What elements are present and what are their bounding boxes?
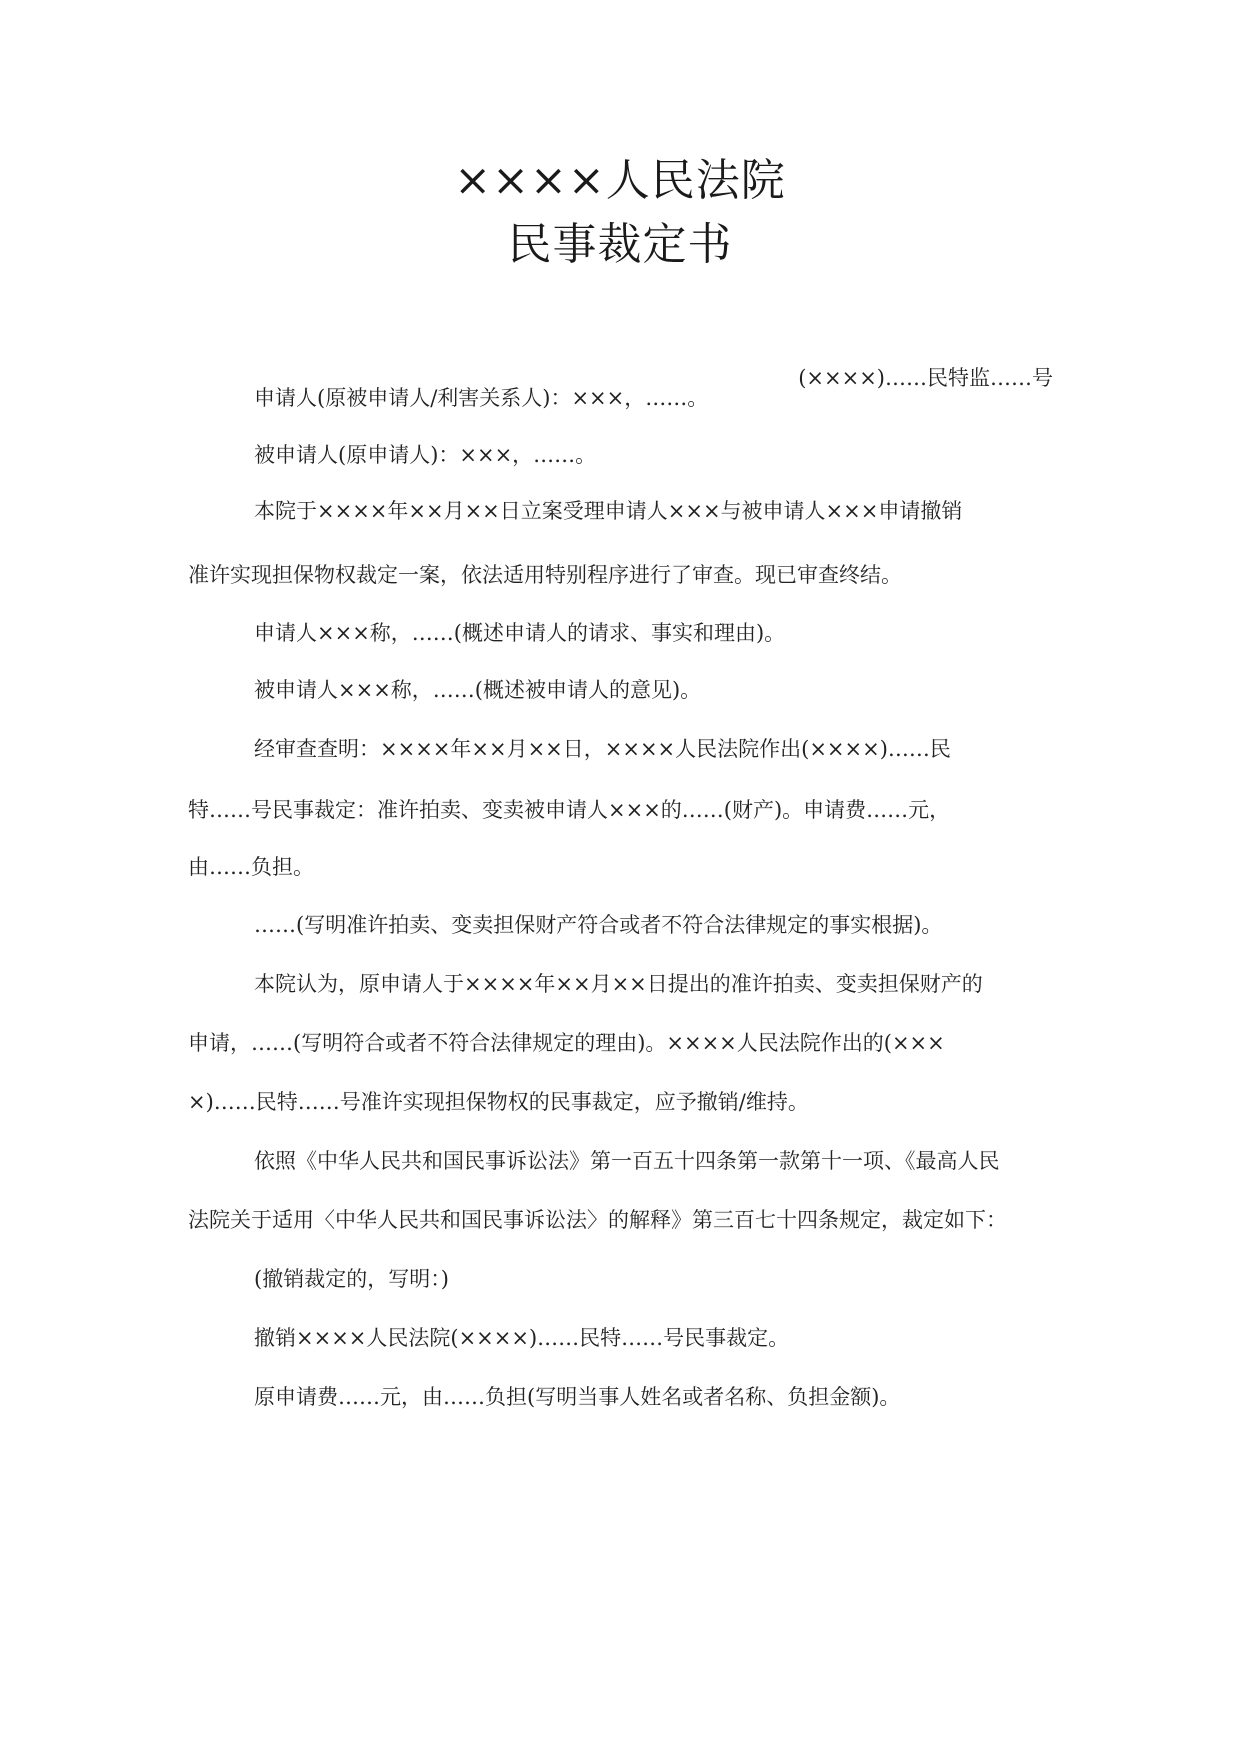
applicant-claim-line: 申请人×××称，……(概述申请人的请求、事实和理由)。 — [254, 621, 786, 645]
revocation-note-line: (撤销裁定的，写明：) — [254, 1267, 449, 1291]
respondent-opinion-line: 被申请人×××称，……(概述被申请人的意见)。 — [254, 678, 702, 702]
case-number: (××××)……民特监……号 — [798, 366, 1053, 390]
fee-allocation-line: 原申请费……元，由……负担(写明当事人姓名或者名称、负担金额)。 — [254, 1385, 901, 1409]
findings-line-1: 经审查查明：××××年××月××日，××××人民法院作出(××××)……民 — [254, 737, 951, 761]
respondent-line: 被申请人(原申请人)：×××，……。 — [254, 443, 597, 467]
court-opinion-line-3: ×)……民特……号准许实现担保物权的民事裁定，应予撤销/维持。 — [188, 1090, 809, 1114]
findings-line-2: 特……号民事裁定：准许拍卖、变卖被申请人×××的……(财产)。申请费……元， — [188, 798, 951, 822]
legal-basis-line-1: 依照《中华人民共和国民事诉讼法》第一百五十四条第一款第十一项、《最高人民 — [254, 1149, 1000, 1173]
applicant-line: 申请人(原被申请人/利害关系人)：×××，……。 — [254, 386, 709, 410]
court-name: ××××人民法院 — [454, 155, 786, 206]
ruling-revoke-line: 撤销××××人民法院(××××)……民特……号民事裁定。 — [254, 1326, 790, 1350]
case-acceptance-line-2: 准许实现担保物权裁定一案，依法适用特别程序进行了审查。现已审查终结。 — [188, 563, 902, 587]
document-title: 民事裁定书 — [507, 219, 733, 270]
court-opinion-line-1: 本院认为，原申请人于××××年××月××日提出的准许拍卖、变卖担保财产的 — [254, 972, 983, 996]
findings-line-3: 由……负担。 — [188, 855, 314, 879]
case-acceptance-line-1: 本院于××××年××月××日立案受理申请人×××与被申请人×××申请撤销 — [254, 499, 963, 523]
court-opinion-line-2: 申请，……(写明符合或者不符合法律规定的理由)。××××人民法院作出的(××× — [188, 1031, 945, 1055]
factual-basis-line: ……(写明准许拍卖、变卖担保财产符合或者不符合法律规定的事实根据)。 — [254, 913, 943, 937]
legal-basis-line-2: 法院关于适用〈中华人民共和国民事诉讼法〉的解释》第三百七十四条规定，裁定如下： — [188, 1208, 1007, 1232]
